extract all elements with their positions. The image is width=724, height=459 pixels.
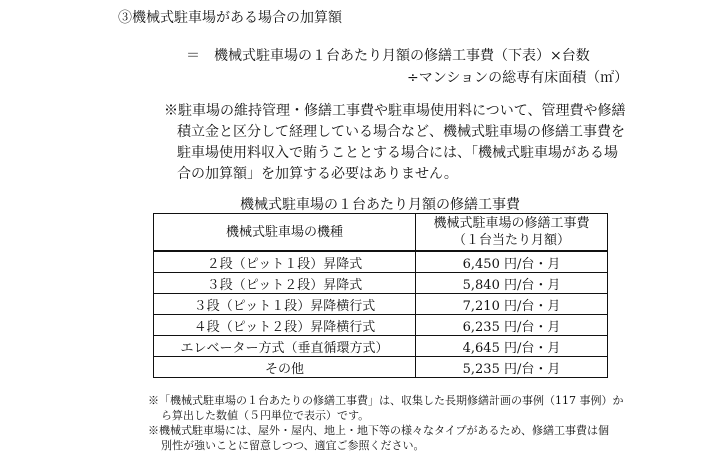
header-cost — [416, 214, 608, 252]
table-row — [154, 294, 608, 315]
table-row — [154, 315, 608, 336]
footnote-1 — [148, 393, 624, 423]
repair-cost-table — [153, 213, 608, 378]
cell-type: エレベーター方式（垂直循環方式） — [154, 336, 416, 357]
note-line: 駐車場使用料収入で賄うこととする場合には、「機械式駐車場がある場 — [177, 145, 618, 161]
footnote-line: ら算出した数値（５円単位で表示）です。 — [161, 409, 370, 422]
section-heading: ③機械式駐車場がある場合の加算額 — [118, 10, 342, 26]
cell-cost: 5,840 円/台・月 — [416, 273, 608, 294]
note-line: 積立金と区分して経理している場合など、機械式駐車場の修繕工事費を — [177, 124, 625, 140]
note-block — [164, 101, 625, 185]
header-type: 機械式駐車場の機種 — [154, 214, 416, 252]
cell-type: ３段（ピット２段）昇降式 — [154, 273, 416, 294]
table-header-row — [154, 214, 608, 252]
footnote-line: ※機械式駐車場には、屋外・屋内、地上・地下等の様々なタイプがあるため、修繕工事費は個 — [148, 424, 610, 437]
footnote-line: ※「機械式駐車場の１台あたりの修繕工事費」は、収集した長期修繕計画の事例（117 事例）か — [148, 394, 624, 407]
table-row — [154, 251, 608, 273]
table-row — [154, 273, 608, 294]
cell-cost: 4,645 円/台・月 — [416, 336, 608, 357]
cell-type: その他 — [154, 357, 416, 378]
cell-cost: 6,450 円/台・月 — [416, 251, 608, 273]
cell-type: ３段（ピット１段）昇降横行式 — [154, 294, 416, 315]
table-row — [154, 336, 608, 357]
cell-cost: 6,235 円/台・月 — [416, 315, 608, 336]
cell-cost: 5,235 円/台・月 — [416, 357, 608, 378]
note-line: 合の加算額」を加算する必要はありません。 — [177, 166, 458, 182]
formula-line-1: ＝ 機械式駐車場の１台あたり月額の修繕工事費（下表）×台数 — [186, 48, 590, 64]
footnote-2 — [148, 423, 609, 453]
header-cost-line1: 機械式駐車場の修繕工事費 — [433, 216, 590, 231]
table-caption: 機械式駐車場の１台あたり月額の修繕工事費 — [240, 197, 520, 213]
note-line: ※駐車場の維持管理・修繕工事費や駐車場使用料について、管理費や修繕 — [164, 103, 626, 119]
cell-type: ２段（ピット１段）昇降式 — [154, 251, 416, 273]
formula-line-2: ÷マンションの総専有床面積（㎡） — [407, 70, 629, 86]
table-row — [154, 357, 608, 378]
header-cost-line2: （１台当たり月額） — [452, 233, 570, 248]
cell-type: ４段（ピット２段）昇降横行式 — [154, 315, 416, 336]
footnote-line: 別性が強いことに留意しつつ、適宜ご参照ください。 — [161, 439, 425, 452]
cell-cost: 7,210 円/台・月 — [416, 294, 608, 315]
